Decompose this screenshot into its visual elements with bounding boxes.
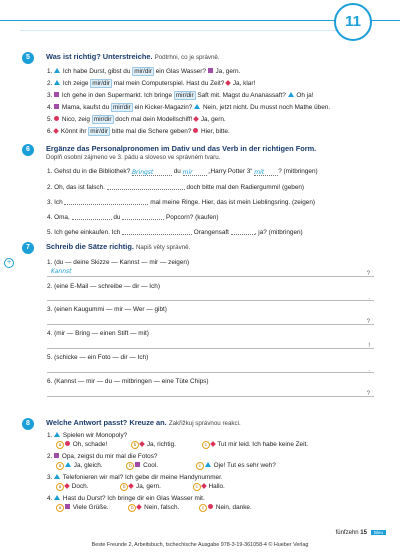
diamond-icon — [128, 483, 134, 489]
answer-blank[interactable] — [107, 183, 185, 190]
triangle-icon — [54, 68, 60, 73]
list-item: 3. (einen Kaugummi — mir — Wer — gibt) — [47, 306, 167, 313]
option-a-checkbox[interactable]: a — [56, 441, 64, 449]
answer-blank[interactable] — [72, 213, 112, 220]
triangle-icon — [54, 495, 60, 500]
triangle-icon — [194, 104, 200, 109]
square-icon — [208, 68, 213, 73]
exercise-title: Ergänze das Personalpronomen im Dativ und das Verb in der richtigen Form. — [46, 144, 317, 153]
option-c-checkbox[interactable]: c — [199, 504, 207, 512]
option-a-checkbox[interactable]: a — [56, 462, 64, 470]
list-item: 4. Mama, kaufst du mir/dir ein Kicker-Magazin? Nein, jetzt nicht. Du musst noch Mathe üben. — [47, 104, 331, 111]
answer-options: a Oh, schade! b Ja, richtig. c Tut mir leid. Ich habe keine Zeit. — [56, 441, 308, 449]
triangle-icon — [65, 462, 71, 467]
diamond-icon — [64, 483, 70, 489]
exercise-number: 7 — [22, 242, 34, 254]
exercise-title: Was ist richtig? Unterstreiche. Podtrhni, co je správně. — [46, 52, 220, 61]
sentence-end: . — [368, 295, 370, 301]
exercise-subtitle: Doplň osobní zájmeno ve 3. pádu a sloveso ve správném tvaru. — [46, 154, 221, 161]
answer-blank[interactable]: mir — [183, 169, 207, 176]
answer-options: a Doch. b Ja, gern. c Hallo. — [56, 483, 225, 491]
list-item: 1. (du — deine Skizze — Kannst — mir — zeigen) — [47, 259, 190, 266]
footer-credit: Beste Freunde 2, Arbeitsbuch, tschechische Ausgabe 978-3-19-361058-4 © Hueber Verlag — [91, 542, 309, 548]
triangle-icon — [54, 474, 60, 479]
answer-blank[interactable] — [122, 228, 192, 235]
choice-box[interactable]: mir/dir — [92, 80, 111, 87]
list-item: 3. Ich mal meine Ringe. Hier, das ist mein Lieblingsring. (zeigen) — [47, 199, 316, 206]
diamond-icon — [201, 483, 207, 489]
diamond-icon — [136, 504, 142, 510]
answer-blank[interactable] — [231, 228, 255, 235]
exercise-5 — [22, 52, 378, 142]
option-a-checkbox[interactable]: a — [56, 504, 64, 512]
triangle-icon — [54, 432, 60, 437]
answer-line[interactable] — [47, 300, 374, 301]
circle-icon — [65, 441, 70, 446]
option-b-checkbox[interactable]: b — [126, 462, 134, 470]
diamond-icon — [53, 128, 59, 134]
option-b-checkbox[interactable]: b — [128, 504, 136, 512]
list-item: 6. (Kannst — mir — du — mitbringen — eine Tüte Chips) — [47, 378, 209, 385]
circle-icon — [54, 116, 59, 121]
option-c-checkbox[interactable]: c — [193, 483, 201, 491]
triangle-icon — [205, 462, 211, 467]
edition-tag: Bleu — [371, 530, 386, 535]
exercise-6 — [22, 144, 378, 244]
option-a-checkbox[interactable]: a — [56, 483, 64, 491]
question: 4. Hast du Durst? Ich bringe dir ein Glas Wasser mit. — [47, 495, 205, 502]
option-c-checkbox[interactable]: c — [202, 441, 210, 449]
exercise-title: Welche Antwort passt? Kreuze an. Zakřižkuj správnou reakci. — [46, 418, 241, 427]
exercise-7 — [6, 242, 378, 402]
exercise-number: 8 — [22, 418, 34, 430]
handwritten-answer: Kannst — [51, 268, 72, 275]
circle-icon — [208, 504, 213, 509]
header-rule-light — [20, 30, 350, 31]
answer-line[interactable] — [47, 396, 374, 397]
list-item: 4. Oma, du Popcorn? (kaufen) — [47, 214, 219, 221]
list-item: 4. (mir — Bring — einen Stift — mit) — [47, 330, 149, 337]
question: 3. Telefonieren wir mal? Ich gebe dir meine Handynummer. — [47, 474, 223, 481]
diamond-icon — [139, 441, 145, 447]
choice-box[interactable]: mir/dir — [112, 104, 131, 111]
question: 1. Spielen wir Monopoly? — [47, 432, 128, 439]
choice-box[interactable]: mir/dir — [175, 92, 194, 99]
diamond-icon — [225, 80, 231, 86]
exercise-number: 5 — [22, 52, 34, 64]
answer-options: a Ja, gleich. b Cool. c Oje! Tut es sehr weh? — [56, 462, 276, 470]
diamond-icon — [193, 116, 199, 122]
answer-blank[interactable] — [64, 198, 148, 205]
choice-box[interactable]: mir/dir — [90, 128, 109, 135]
sentence-end: ? — [366, 271, 370, 277]
unit-number-badge: 11 — [334, 3, 372, 41]
square-icon — [54, 453, 59, 458]
list-item: 2. (eine E-Mail — schreibe — dir — Ich) — [47, 283, 160, 290]
plus-icon: + — [4, 258, 14, 268]
page-number: fünfzehn 15 Bleu — [336, 530, 386, 536]
square-icon — [54, 104, 59, 109]
answer-blank[interactable]: Bringst — [132, 169, 172, 176]
square-icon — [65, 504, 70, 509]
triangle-icon — [288, 92, 294, 97]
option-b-checkbox[interactable]: b — [120, 483, 128, 491]
choice-box[interactable]: mir/dir — [93, 116, 112, 123]
exercise-number: 6 — [22, 144, 34, 156]
sentence-end: ? — [366, 319, 370, 325]
list-item: 5. Nico, zeig mir/dir doch mal dein Modellschiff! Ja, gern. — [47, 116, 226, 123]
sentence-end: . — [368, 367, 370, 373]
list-item: 5. Ich gehe einkaufen. Ich Orangensaft , ja? (mitbringen) — [47, 229, 303, 236]
list-item: 1. Ich habe Durst, gibst du mir/dir ein Glas Wasser? Ja, gern. — [47, 68, 241, 75]
list-item: 5. (schicke — ein Foto — dir — Ich) — [47, 354, 149, 361]
list-item: 3. Ich gehe in den Supermarkt. Ich bringe mir/dir Saft mit. Magst du Ananassaft? Oh ja! — [47, 92, 314, 99]
exercise-8 — [22, 418, 378, 528]
list-item: 6. Könnt ihr mir/dir bitte mal die Schere geben? Hier, bitte. — [47, 128, 230, 135]
option-b-checkbox[interactable]: b — [131, 441, 139, 449]
square-icon — [135, 462, 140, 467]
sentence-end: ? — [366, 391, 370, 397]
circle-icon — [193, 128, 198, 133]
square-icon — [54, 92, 59, 97]
triangle-icon — [54, 80, 60, 85]
question: 2. Opa, zeigst du mir mal die Fotos? — [47, 453, 158, 460]
list-item: 2. Ich zeige mir/dir mal mein Computerspiel. Hast du Zeit? Ja, klar! — [47, 80, 256, 87]
answer-blank[interactable]: mit — [254, 169, 278, 176]
list-item: 1. Gehst du in die Bibliothek? Bringst du mir „Harry Potter 3“ mit ? (mitbringen) — [47, 168, 318, 176]
answer-line[interactable] — [47, 372, 374, 373]
answer-line[interactable] — [47, 348, 374, 349]
option-c-checkbox[interactable]: c — [196, 462, 204, 470]
sentence-end: ! — [368, 343, 370, 349]
list-item: 2. Oh, das ist falsch. doch bitte mal den Radiergummi! (geben) — [47, 184, 305, 191]
answer-blank[interactable] — [122, 213, 164, 220]
choice-box[interactable]: mir/dir — [134, 68, 152, 75]
diamond-icon — [210, 441, 216, 447]
answer-line[interactable] — [47, 276, 374, 277]
exercise-title: Schreib die Sätze richtig. Napiš věty správně. — [46, 242, 191, 251]
answer-line[interactable] — [47, 324, 374, 325]
answer-options: a Viele Grüße. b Nein, falsch. c Nein, danke. — [56, 504, 252, 512]
